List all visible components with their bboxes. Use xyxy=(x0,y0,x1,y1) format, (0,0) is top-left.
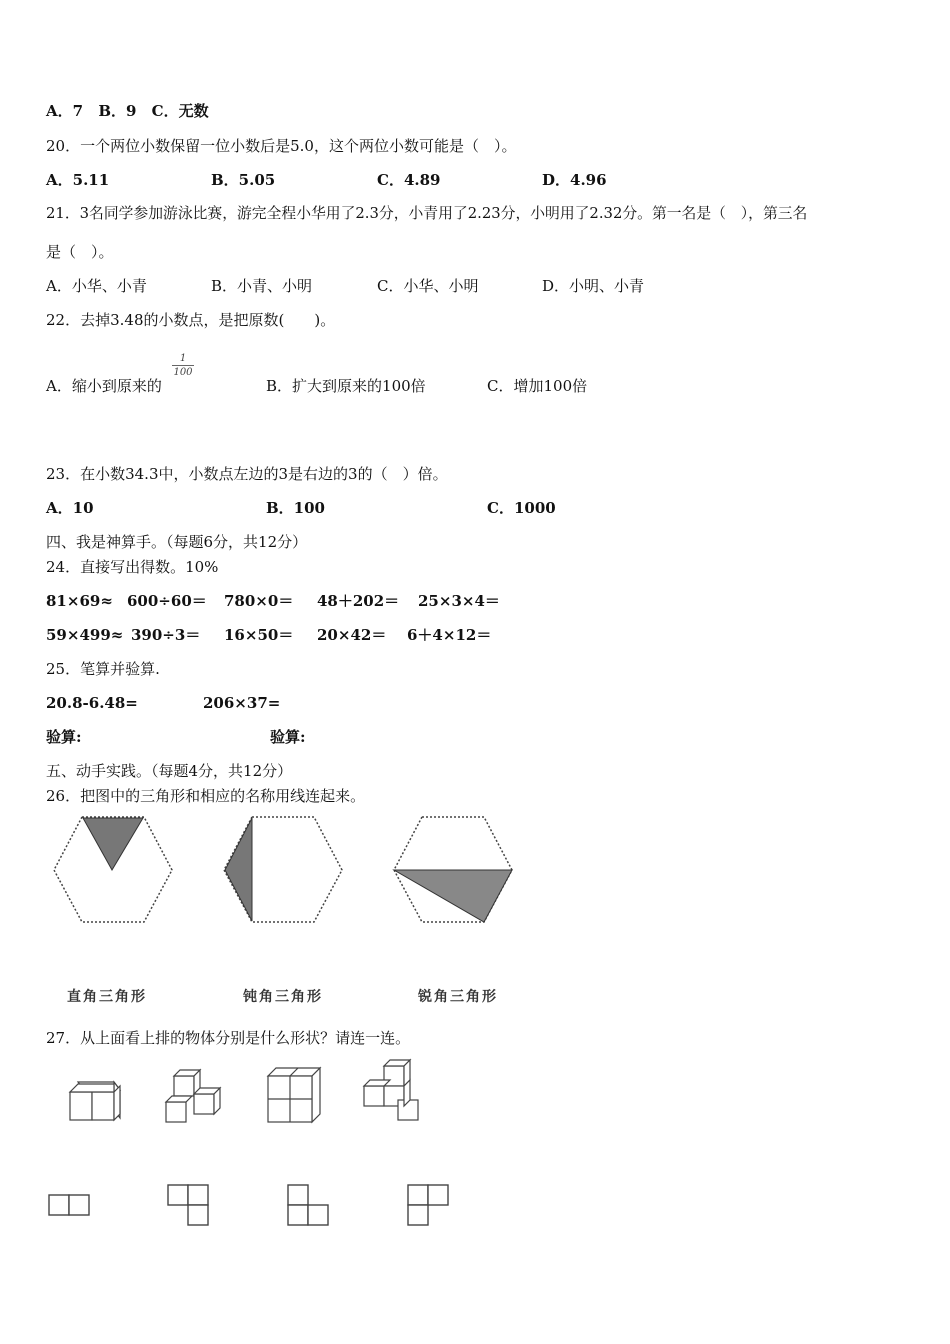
q24-r1-c1: 81×69≈ xyxy=(46,592,113,610)
q24-r2-c2: 390÷3＝ xyxy=(131,626,201,644)
q24-r2-c1: 59×499≈ xyxy=(46,626,124,644)
q21-stem-line1: 21．3名同学参加游泳比赛，游完全程小华用了2.3分，小青用了2.23分，小明用了2.32分。第一名是（ ），第三名 xyxy=(46,205,808,222)
q24-stem: 24．直接写出得数。10% xyxy=(46,558,219,576)
q23-option-b: B．100 xyxy=(266,499,325,517)
acute-triangle-shaded xyxy=(394,870,512,922)
q25-check-2: 验算: xyxy=(270,728,306,746)
q20-option-b: B．5.05 xyxy=(211,171,276,189)
q19-options xyxy=(46,101,209,121)
q26-label-acute: 锐角三角形 xyxy=(418,989,498,1005)
q27-view-3 xyxy=(287,1183,331,1227)
q19-option-b: B．9 xyxy=(98,102,137,120)
q25-stem: 25．笔算并验算. xyxy=(46,660,160,678)
q22-fraction xyxy=(172,353,194,378)
q27-view-4 xyxy=(407,1183,451,1227)
fraction-bar xyxy=(172,365,194,366)
q26-hexagon-2 xyxy=(220,815,345,925)
q24-r1-c4: 48＋202＝ xyxy=(317,592,400,610)
q22-fraction-numerator: 1 xyxy=(179,353,187,364)
q24-r1-c2: 600÷60＝ xyxy=(127,592,207,610)
q22-option-b: B．扩大到原来的100倍 xyxy=(266,377,426,395)
section5-title: 五、动手实践。（每题4分，共12分） xyxy=(46,762,293,780)
right-triangle-shaded xyxy=(83,818,143,870)
section4-title: 四、我是神算手。（每题6分，共12分） xyxy=(46,533,308,551)
q24-r2-c4: 20×42＝ xyxy=(317,626,387,644)
q24-r1-c5: 25×3×4＝ xyxy=(418,592,500,610)
q20-stem: 20．一个两位小数保留一位小数后是5.0，这个两位小数可能是（ ）。 xyxy=(46,137,517,155)
q26-hexagon-3 xyxy=(390,815,515,925)
q25-problem-1: 20.8-6.48= xyxy=(46,694,138,712)
q27-view-1 xyxy=(48,1193,92,1217)
q21-option-c: C．小华、小明 xyxy=(377,277,479,295)
q26-label-right: 直角三角形 xyxy=(67,989,147,1005)
q27-object-3 xyxy=(264,1066,324,1124)
q21-option-d: D．小明、小青 xyxy=(542,277,645,295)
q24-r2-c3: 16×50＝ xyxy=(224,626,294,644)
q24-r1-c3: 780×0＝ xyxy=(224,592,294,610)
q20-option-c: C．4.89 xyxy=(377,171,441,189)
q26-stem: 26．把图中的三角形和相应的名称用线连起来。 xyxy=(46,787,366,805)
q19-option-a: A．7 xyxy=(46,102,84,120)
q27-object-4 xyxy=(358,1058,424,1124)
q20-option-a: A．5.11 xyxy=(46,171,110,189)
q21-stem-line2: 是（ ）。 xyxy=(46,243,114,261)
q25-problem-2: 206×37= xyxy=(203,694,281,712)
q20-option-d: D．4.96 xyxy=(542,171,607,189)
q27-object-1 xyxy=(68,1080,124,1124)
q23-stem: 23．在小数34.3中，小数点左边的3是右边的3的（ ）倍。 xyxy=(46,465,448,483)
q27-view-2 xyxy=(167,1183,211,1227)
obtuse-triangle-shaded xyxy=(225,818,252,921)
q23-option-a: A．10 xyxy=(46,499,94,517)
q24-r2-c5: 6＋4×12＝ xyxy=(407,626,492,644)
q21-option-a: A．小华、小青 xyxy=(46,277,147,295)
q19-option-c: C．无数 xyxy=(151,102,209,120)
q26-label-obtuse: 钝角三角形 xyxy=(243,989,323,1005)
q25-check-1: 验算: xyxy=(46,728,82,746)
q23-option-c: C．1000 xyxy=(487,499,556,517)
q21-option-b: B．小青、小明 xyxy=(211,277,313,295)
q22-option-a: A．缩小到原来的 xyxy=(46,377,162,395)
q26-hexagon-1 xyxy=(50,815,175,925)
q27-stem: 27．从上面看上排的物体分别是什么形状？请连一连。 xyxy=(46,1029,411,1047)
q22-stem: 22．去掉3.48的小数点，是把原数( )。 xyxy=(46,311,336,329)
q22-option-c: C．增加100倍 xyxy=(487,377,588,395)
q27-object-2 xyxy=(162,1066,224,1126)
q22-fraction-denominator: 100 xyxy=(173,367,193,378)
